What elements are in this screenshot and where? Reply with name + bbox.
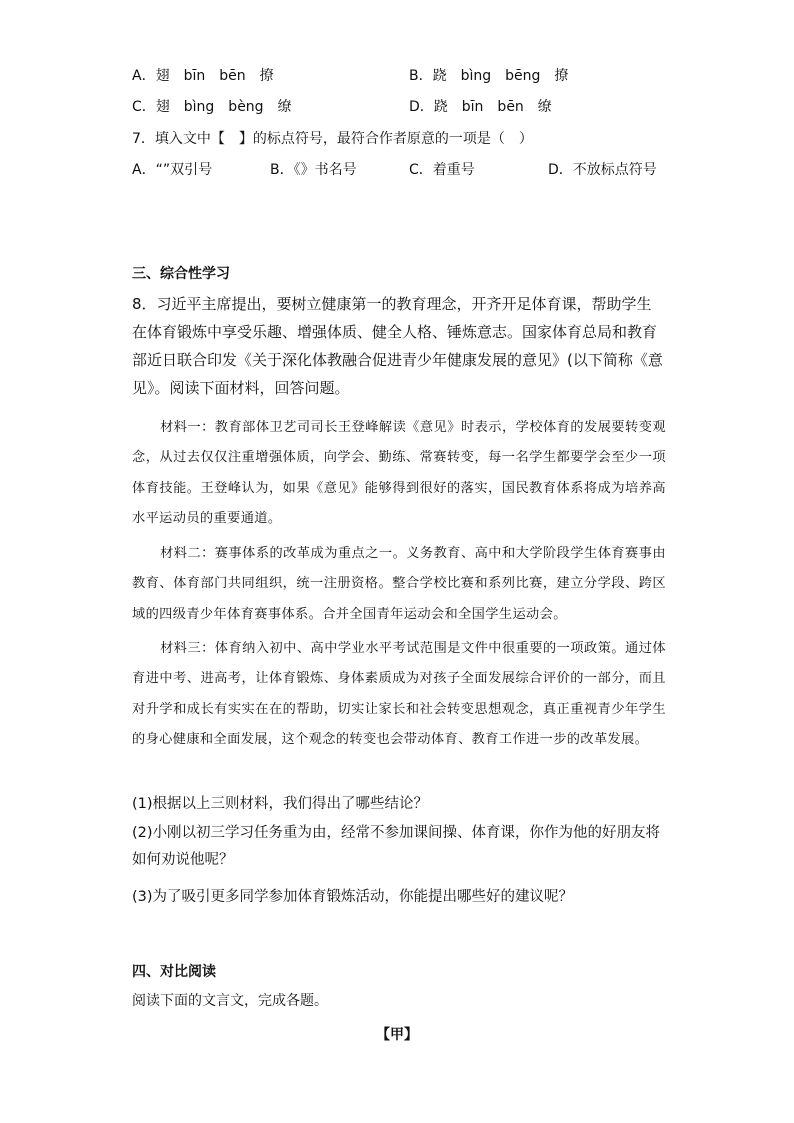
sub-question-3: (3)为了吸引更多同学参加体育锻炼活动，你能提出哪些好的建议呢？ (132, 889, 574, 905)
q7-option-d: D．不放标点符号 (548, 162, 657, 178)
q7-option-c: C．着重号 (409, 162, 475, 178)
passage-jia-label: 【甲】 (376, 1027, 418, 1043)
material-3 (132, 634, 666, 755)
q7-option-a: A．“”双引号 (132, 162, 213, 178)
sub-question-1: (1)根据以上三则材料，我们得出了哪些结论？ (132, 796, 429, 812)
section-4-title: 四、对比阅读 (132, 964, 216, 980)
material-3-text: 材料三：体育纳入初中、高中学业水平考试范围是文件中很重要的一项政策。通过体育进中考、进高考，让体育锻炼、身体素质成为对孩子全面发展综合评价的一部分，而且对升学和成长有实实在在的帮助，切实让家长和社会转变思想观念，真正重视青少年学生的身心健康和全面发展，这个观念的转变也会带动体育、教育工作进一步的改革发展。 (132, 641, 666, 747)
q6-option-c: C．翅 bìng bèng 缭 (132, 99, 292, 115)
sub-question-2: (2)小刚以初三学习任务重为由，经常不参加课间操、体育课，你作为他的好朋友将如何劝说他呢？ (132, 825, 661, 868)
material-1-text: 材料一：教育部体卫艺司司长王登峰解读《意见》时表示，学校体育的发展要转变观念，从过去仅仅注重增强体质，向学会、勤练、常赛转变，每一名学生都要学会至少一项体育技能。王登峰认为，如果《意见》能够得到很好的落实，国民教育体系将成为培养高水平运动员的重要通道。 (132, 420, 666, 526)
q7-stem: 7．填入文中【 】的标点符号，最符合作者原意的一项是（ ） (132, 131, 533, 147)
section-4-intro: 阅读下面的文言文，完成各题。 (132, 993, 328, 1009)
material-2 (132, 539, 666, 630)
q8-text: 8．习近平主席提出，要树立健康第一的教育理念，开齐开足体育课，帮助学生在体育锻炼中享受乐趣、增强体质、健全人格、锤炼意志。国家体育总局和教育部近日联合印发《关于深化体教融合促进青少年健康发展的意见》(以下简称《意见》。阅读下面材料，回答问题。 (132, 295, 663, 397)
section-3-title: 三、综合性学习 (132, 266, 230, 282)
material-1 (132, 413, 666, 534)
q6-option-b: B．跷 bìng bēng 撩 (409, 68, 569, 84)
material-2-text: 材料二：赛事体系的改革成为重点之一。义务教育、高中和大学阶段学生体育赛事由教育、体育部门共同组织，统一注册资格。整合学校比赛和系列比赛，建立分学段、跨区域的四级青少年体育赛事体系。合并全国青年运动会和全国学生运动会。 (132, 546, 666, 622)
q6-option-d: D．跷 bīn bēn 缭 (409, 99, 552, 115)
q7-option-b: B．《》书名号 (270, 162, 357, 178)
q6-option-a: A．翅 bīn bēn 撩 (132, 68, 274, 84)
